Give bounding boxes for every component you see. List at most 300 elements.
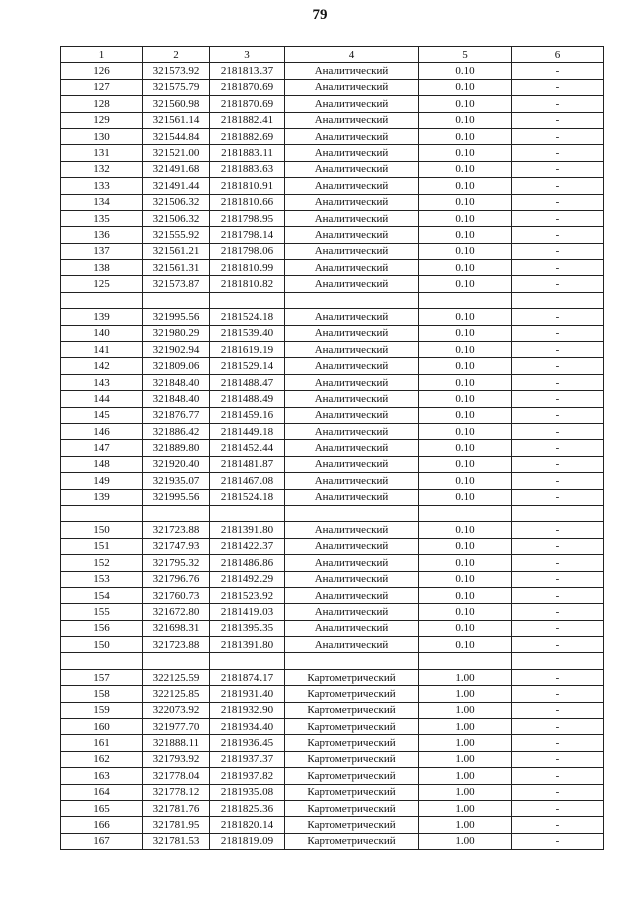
table-cell bbox=[143, 653, 210, 669]
table-cell: 321935.07 bbox=[143, 473, 210, 489]
table-row bbox=[61, 489, 604, 505]
table-cell: 0.10 bbox=[419, 358, 512, 374]
table-cell: - bbox=[512, 604, 604, 620]
table-cell: 321575.79 bbox=[143, 79, 210, 95]
table-cell: 2181395.35 bbox=[210, 620, 285, 636]
table-cell: 1.00 bbox=[419, 784, 512, 800]
table-cell: Картометрический bbox=[285, 817, 419, 833]
table-cell: 0.10 bbox=[419, 522, 512, 538]
table-cell: Аналитический bbox=[285, 112, 419, 128]
table-cell: 2181882.41 bbox=[210, 112, 285, 128]
table-cell: 138 bbox=[61, 260, 143, 276]
table-cell: 2181870.69 bbox=[210, 96, 285, 112]
table-cell: Аналитический bbox=[285, 342, 419, 358]
table-cell: 1.00 bbox=[419, 719, 512, 735]
table-cell: 131 bbox=[61, 145, 143, 161]
table-cell: 1.00 bbox=[419, 800, 512, 816]
table-cell: 0.10 bbox=[419, 374, 512, 390]
table-cell: 129 bbox=[61, 112, 143, 128]
table-cell bbox=[512, 505, 604, 521]
table-row bbox=[61, 456, 604, 472]
table-cell: 321778.12 bbox=[143, 784, 210, 800]
table-cell: 160 bbox=[61, 719, 143, 735]
table-cell: 0.10 bbox=[419, 63, 512, 79]
table-cell: 2181820.14 bbox=[210, 817, 285, 833]
table-cell: 167 bbox=[61, 833, 143, 849]
table-cell: 321521.00 bbox=[143, 145, 210, 161]
table-row bbox=[61, 342, 604, 358]
table-cell: 154 bbox=[61, 587, 143, 603]
table-cell: 2181935.08 bbox=[210, 784, 285, 800]
table-cell: 1.00 bbox=[419, 702, 512, 718]
table-row bbox=[61, 63, 604, 79]
table-cell: 321995.56 bbox=[143, 309, 210, 325]
table-cell: Аналитический bbox=[285, 423, 419, 439]
table-cell: 148 bbox=[61, 456, 143, 472]
table-cell: 1.00 bbox=[419, 686, 512, 702]
table-cell: 132 bbox=[61, 161, 143, 177]
table-cell: 321491.68 bbox=[143, 161, 210, 177]
table-cell: Аналитический bbox=[285, 456, 419, 472]
table-row bbox=[61, 178, 604, 194]
table-cell: - bbox=[512, 702, 604, 718]
table-cell: 147 bbox=[61, 440, 143, 456]
table-cell: 1.00 bbox=[419, 751, 512, 767]
table-cell: - bbox=[512, 833, 604, 849]
table-cell: 146 bbox=[61, 423, 143, 439]
table-cell: Картометрический bbox=[285, 784, 419, 800]
table-row bbox=[61, 391, 604, 407]
table-cell: - bbox=[512, 79, 604, 95]
table-cell: 321793.92 bbox=[143, 751, 210, 767]
table-cell: 321561.14 bbox=[143, 112, 210, 128]
table-cell: - bbox=[512, 489, 604, 505]
table-cell: 321747.93 bbox=[143, 538, 210, 554]
table-cell: 321544.84 bbox=[143, 128, 210, 144]
table-cell bbox=[61, 653, 143, 669]
table-cell: 0.10 bbox=[419, 620, 512, 636]
table-cell: 321876.77 bbox=[143, 407, 210, 423]
table-cell bbox=[210, 292, 285, 308]
table-cell: 125 bbox=[61, 276, 143, 292]
table-cell: - bbox=[512, 800, 604, 816]
table-cell: Картометрический bbox=[285, 669, 419, 685]
table-cell: 0.10 bbox=[419, 128, 512, 144]
table-cell: 0.10 bbox=[419, 161, 512, 177]
header-cell: 2 bbox=[143, 47, 210, 63]
table-row bbox=[61, 637, 604, 653]
table-cell: 0.10 bbox=[419, 587, 512, 603]
table-cell bbox=[143, 292, 210, 308]
table-cell: Картометрический bbox=[285, 768, 419, 784]
table-cell: - bbox=[512, 735, 604, 751]
table-cell: 321796.76 bbox=[143, 571, 210, 587]
table-row bbox=[61, 227, 604, 243]
table-cell: - bbox=[512, 522, 604, 538]
table-cell: 321888.11 bbox=[143, 735, 210, 751]
table-row bbox=[61, 669, 604, 685]
table-cell: 2181798.95 bbox=[210, 210, 285, 226]
table-row bbox=[61, 96, 604, 112]
table-cell: 162 bbox=[61, 751, 143, 767]
table-cell: 158 bbox=[61, 686, 143, 702]
table-cell: 321573.92 bbox=[143, 63, 210, 79]
table-cell: - bbox=[512, 456, 604, 472]
table-cell: Аналитический bbox=[285, 374, 419, 390]
table-cell: 2181934.40 bbox=[210, 719, 285, 735]
table-cell: - bbox=[512, 243, 604, 259]
table-cell: - bbox=[512, 210, 604, 226]
table-cell: 321491.44 bbox=[143, 178, 210, 194]
table-cell: 2181931.40 bbox=[210, 686, 285, 702]
table-cell: 2181883.11 bbox=[210, 145, 285, 161]
table-cell bbox=[285, 505, 419, 521]
table-cell: - bbox=[512, 194, 604, 210]
table-cell: 165 bbox=[61, 800, 143, 816]
table-row bbox=[61, 719, 604, 735]
table-cell: - bbox=[512, 374, 604, 390]
table-cell: - bbox=[512, 227, 604, 243]
table-cell: 321781.95 bbox=[143, 817, 210, 833]
table-cell: 2181870.69 bbox=[210, 79, 285, 95]
table-cell: 1.00 bbox=[419, 768, 512, 784]
table-row bbox=[61, 587, 604, 603]
table-cell: 2181524.18 bbox=[210, 489, 285, 505]
table-row bbox=[61, 276, 604, 292]
table-cell: Аналитический bbox=[285, 96, 419, 112]
table-row bbox=[61, 653, 604, 669]
table-cell: Аналитический bbox=[285, 473, 419, 489]
table-row bbox=[61, 145, 604, 161]
table-cell: - bbox=[512, 358, 604, 374]
table-cell: Аналитический bbox=[285, 79, 419, 95]
table-cell: 2181529.14 bbox=[210, 358, 285, 374]
table-cell: 152 bbox=[61, 555, 143, 571]
table-cell: 139 bbox=[61, 309, 143, 325]
table-cell: 2181882.69 bbox=[210, 128, 285, 144]
table-row bbox=[61, 194, 604, 210]
table-cell: 2181391.80 bbox=[210, 522, 285, 538]
table-body bbox=[61, 63, 604, 850]
table-cell: 0.10 bbox=[419, 440, 512, 456]
table-cell: 133 bbox=[61, 178, 143, 194]
table-cell: 2181874.17 bbox=[210, 669, 285, 685]
table-cell: Аналитический bbox=[285, 391, 419, 407]
table-row bbox=[61, 161, 604, 177]
table-cell: Аналитический bbox=[285, 325, 419, 341]
table-cell: 321781.76 bbox=[143, 800, 210, 816]
table-cell: - bbox=[512, 817, 604, 833]
table-cell: 126 bbox=[61, 63, 143, 79]
table-row bbox=[61, 604, 604, 620]
table-cell: 2181486.86 bbox=[210, 555, 285, 571]
table-cell: 2181488.49 bbox=[210, 391, 285, 407]
table-cell: 0.10 bbox=[419, 243, 512, 259]
table-cell: - bbox=[512, 112, 604, 128]
table-row bbox=[61, 555, 604, 571]
table-cell: - bbox=[512, 128, 604, 144]
table-cell: Аналитический bbox=[285, 145, 419, 161]
table-cell: 150 bbox=[61, 522, 143, 538]
table-header bbox=[61, 47, 604, 63]
table-cell: 145 bbox=[61, 407, 143, 423]
table-cell bbox=[61, 292, 143, 308]
table-row bbox=[61, 751, 604, 767]
table-cell: 2181937.37 bbox=[210, 751, 285, 767]
table-cell: 2181459.16 bbox=[210, 407, 285, 423]
table-cell: 0.10 bbox=[419, 473, 512, 489]
table-cell: 0.10 bbox=[419, 489, 512, 505]
table-cell: 2181819.09 bbox=[210, 833, 285, 849]
table-row bbox=[61, 702, 604, 718]
table-cell: 321848.40 bbox=[143, 391, 210, 407]
table-cell: Аналитический bbox=[285, 522, 419, 538]
table-cell: - bbox=[512, 440, 604, 456]
table-cell: Аналитический bbox=[285, 161, 419, 177]
table-cell: 2181810.66 bbox=[210, 194, 285, 210]
table-row bbox=[61, 440, 604, 456]
table-cell: Аналитический bbox=[285, 128, 419, 144]
table-cell: 2181523.92 bbox=[210, 587, 285, 603]
table-cell bbox=[512, 292, 604, 308]
table-cell: 0.10 bbox=[419, 604, 512, 620]
table-cell: 321672.80 bbox=[143, 604, 210, 620]
table-row bbox=[61, 571, 604, 587]
table-cell: 321778.04 bbox=[143, 768, 210, 784]
table-cell: Аналитический bbox=[285, 227, 419, 243]
table-cell: Аналитический bbox=[285, 63, 419, 79]
table-row bbox=[61, 735, 604, 751]
table-cell: 0.10 bbox=[419, 309, 512, 325]
table-cell: Аналитический bbox=[285, 210, 419, 226]
table-cell: 0.10 bbox=[419, 342, 512, 358]
table-cell: Картометрический bbox=[285, 702, 419, 718]
table-cell: 135 bbox=[61, 210, 143, 226]
table-cell: 0.10 bbox=[419, 227, 512, 243]
table-cell: - bbox=[512, 391, 604, 407]
table-cell: 2181936.45 bbox=[210, 735, 285, 751]
table-cell: 322125.59 bbox=[143, 669, 210, 685]
table-cell: 321723.88 bbox=[143, 522, 210, 538]
table-cell: 150 bbox=[61, 637, 143, 653]
table-cell: 321980.29 bbox=[143, 325, 210, 341]
table-cell: 321902.94 bbox=[143, 342, 210, 358]
table-cell: Аналитический bbox=[285, 587, 419, 603]
table-row bbox=[61, 784, 604, 800]
table-cell: 2181488.47 bbox=[210, 374, 285, 390]
table-cell: 321506.32 bbox=[143, 194, 210, 210]
table-cell: 0.10 bbox=[419, 194, 512, 210]
table-cell: 321977.70 bbox=[143, 719, 210, 735]
table-cell: 321781.53 bbox=[143, 833, 210, 849]
table-cell: 2181419.03 bbox=[210, 604, 285, 620]
table-row bbox=[61, 768, 604, 784]
table-cell: 136 bbox=[61, 227, 143, 243]
table-cell: 149 bbox=[61, 473, 143, 489]
table-cell: 1.00 bbox=[419, 817, 512, 833]
table-row bbox=[61, 407, 604, 423]
table-cell: 2181422.37 bbox=[210, 538, 285, 554]
table-cell: 164 bbox=[61, 784, 143, 800]
table-cell bbox=[285, 292, 419, 308]
table-cell: - bbox=[512, 145, 604, 161]
table-cell: Картометрический bbox=[285, 751, 419, 767]
table-row bbox=[61, 538, 604, 554]
table-cell: 0.10 bbox=[419, 325, 512, 341]
table-cell: Картометрический bbox=[285, 833, 419, 849]
table-cell: - bbox=[512, 784, 604, 800]
table-cell: 321506.32 bbox=[143, 210, 210, 226]
table-cell: 321560.98 bbox=[143, 96, 210, 112]
table-row bbox=[61, 325, 604, 341]
header-cell: 6 bbox=[512, 47, 604, 63]
coordinates-table bbox=[60, 46, 604, 850]
table-row bbox=[61, 260, 604, 276]
header-cell: 5 bbox=[419, 47, 512, 63]
table-cell: 156 bbox=[61, 620, 143, 636]
table-cell: 0.10 bbox=[419, 96, 512, 112]
table-cell: - bbox=[512, 63, 604, 79]
table-cell: Аналитический bbox=[285, 243, 419, 259]
table-cell: Аналитический bbox=[285, 276, 419, 292]
table-cell: Картометрический bbox=[285, 719, 419, 735]
table-row bbox=[61, 112, 604, 128]
table-cell: - bbox=[512, 260, 604, 276]
table-cell: 0.10 bbox=[419, 456, 512, 472]
table-cell: 0.10 bbox=[419, 79, 512, 95]
table-cell: 0.10 bbox=[419, 178, 512, 194]
table-cell: - bbox=[512, 276, 604, 292]
table-cell: 0.10 bbox=[419, 145, 512, 161]
table-cell: 134 bbox=[61, 194, 143, 210]
table-cell: 2181539.40 bbox=[210, 325, 285, 341]
table-row bbox=[61, 620, 604, 636]
table-cell: 2181798.06 bbox=[210, 243, 285, 259]
table-cell bbox=[210, 653, 285, 669]
table-cell: 0.10 bbox=[419, 423, 512, 439]
table-cell bbox=[512, 653, 604, 669]
table-cell bbox=[143, 505, 210, 521]
table-cell: 1.00 bbox=[419, 669, 512, 685]
table-cell: 2181467.08 bbox=[210, 473, 285, 489]
table-cell bbox=[210, 505, 285, 521]
table-cell: Аналитический bbox=[285, 555, 419, 571]
table-cell: 161 bbox=[61, 735, 143, 751]
table-cell: 2181481.87 bbox=[210, 456, 285, 472]
table-cell: 321995.56 bbox=[143, 489, 210, 505]
table-cell: 140 bbox=[61, 325, 143, 341]
table-cell: - bbox=[512, 96, 604, 112]
table-cell bbox=[285, 653, 419, 669]
table-cell: 2181619.19 bbox=[210, 342, 285, 358]
table-cell bbox=[61, 505, 143, 521]
table-cell: 144 bbox=[61, 391, 143, 407]
table-cell: Аналитический bbox=[285, 260, 419, 276]
table-cell: 321848.40 bbox=[143, 374, 210, 390]
table-cell: 153 bbox=[61, 571, 143, 587]
table-cell: 0.10 bbox=[419, 555, 512, 571]
header-cell: 3 bbox=[210, 47, 285, 63]
table-row bbox=[61, 473, 604, 489]
table-row bbox=[61, 423, 604, 439]
table-cell bbox=[419, 292, 512, 308]
table-row bbox=[61, 210, 604, 226]
table-cell: 2181524.18 bbox=[210, 309, 285, 325]
table-cell: 130 bbox=[61, 128, 143, 144]
table-row bbox=[61, 522, 604, 538]
table-cell: Аналитический bbox=[285, 489, 419, 505]
table-cell: 2181492.29 bbox=[210, 571, 285, 587]
table-row bbox=[61, 128, 604, 144]
page-number: 79 bbox=[312, 7, 328, 23]
table-cell: 0.10 bbox=[419, 112, 512, 128]
table-cell: Аналитический bbox=[285, 637, 419, 653]
table-cell: 0.10 bbox=[419, 276, 512, 292]
header-cell: 1 bbox=[61, 47, 143, 63]
table-cell: 322125.85 bbox=[143, 686, 210, 702]
table-cell: 321760.73 bbox=[143, 587, 210, 603]
table-cell: 127 bbox=[61, 79, 143, 95]
table-cell: - bbox=[512, 751, 604, 767]
table-cell: - bbox=[512, 555, 604, 571]
header-row bbox=[61, 47, 604, 63]
table-cell: Аналитический bbox=[285, 309, 419, 325]
table-cell: 0.10 bbox=[419, 391, 512, 407]
table-cell: Аналитический bbox=[285, 407, 419, 423]
table-cell: 2181810.99 bbox=[210, 260, 285, 276]
table-row bbox=[61, 243, 604, 259]
table-cell: 0.10 bbox=[419, 637, 512, 653]
table-cell: - bbox=[512, 719, 604, 735]
table-row bbox=[61, 309, 604, 325]
table-cell: Аналитический bbox=[285, 178, 419, 194]
table-cell: - bbox=[512, 669, 604, 685]
table-cell: 141 bbox=[61, 342, 143, 358]
table-cell: 321698.31 bbox=[143, 620, 210, 636]
table-cell: 0.10 bbox=[419, 260, 512, 276]
table-cell: 159 bbox=[61, 702, 143, 718]
table-row bbox=[61, 800, 604, 816]
table-cell: Аналитический bbox=[285, 538, 419, 554]
table-cell: 128 bbox=[61, 96, 143, 112]
table-cell: 2181449.18 bbox=[210, 423, 285, 439]
table-row bbox=[61, 292, 604, 308]
table-cell: - bbox=[512, 473, 604, 489]
table-cell: 1.00 bbox=[419, 735, 512, 751]
table-cell: - bbox=[512, 325, 604, 341]
table-cell: - bbox=[512, 309, 604, 325]
header-cell: 4 bbox=[285, 47, 419, 63]
table-cell: Аналитический bbox=[285, 358, 419, 374]
table-cell: Аналитический bbox=[285, 194, 419, 210]
table-cell: - bbox=[512, 178, 604, 194]
table-cell: 321886.42 bbox=[143, 423, 210, 439]
table-cell bbox=[419, 653, 512, 669]
table-row bbox=[61, 686, 604, 702]
table-cell: 2181825.36 bbox=[210, 800, 285, 816]
table-cell: 321809.06 bbox=[143, 358, 210, 374]
table-cell: 2181798.14 bbox=[210, 227, 285, 243]
table-row bbox=[61, 79, 604, 95]
table-row bbox=[61, 817, 604, 833]
table-cell: - bbox=[512, 342, 604, 358]
table-cell: 0.10 bbox=[419, 407, 512, 423]
table-cell: 155 bbox=[61, 604, 143, 620]
table-cell: 0.10 bbox=[419, 210, 512, 226]
table-cell: Аналитический bbox=[285, 620, 419, 636]
table-cell: 321561.31 bbox=[143, 260, 210, 276]
table-cell: - bbox=[512, 423, 604, 439]
